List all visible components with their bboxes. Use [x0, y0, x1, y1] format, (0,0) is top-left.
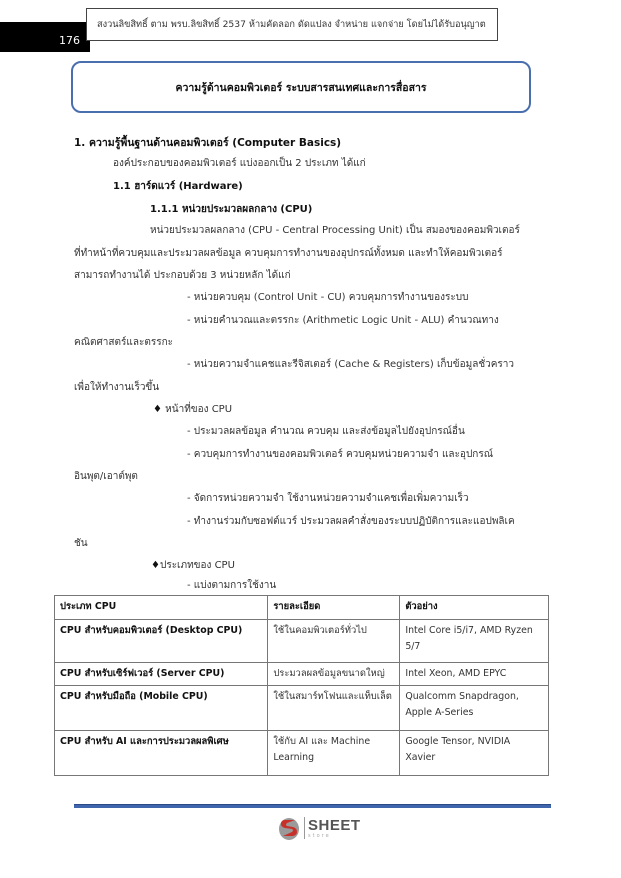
table-cell-detail: ใช้กับ AI และ Machine Learning: [268, 731, 400, 776]
function-item: - ประมวลผลข้อมูล คำนวณ ควบคุม และส่งข้อมูลไปยังอุปกรณ์อื่น: [187, 426, 465, 437]
table-cell-detail: ประมวลผลข้อมูลขนาดใหญ่: [268, 663, 400, 686]
cpu-unit-item: - หน่วยคำนวณและตรรกะ (Arithmetic Logic Unit - ALU) คำนวณทาง: [187, 315, 499, 326]
function-item: - ควบคุมการทำงานของคอมพิวเตอร์ ควบคุมหน่วยความจำ และอุปกรณ์: [187, 449, 493, 460]
copyright-text: สงวนลิขสิทธิ์ ตาม พรบ.ลิขสิทธิ์ 2537 ห้ามคัดลอก ดัดแปลง จำหน่าย แจกจ่าย โดยไม่ได้รับอนุญาต: [97, 19, 486, 30]
table-row: [55, 731, 549, 776]
cpu-unit-item: - หน่วยควบคุม (Control Unit - CU) ควบคุมการทำงานของระบบ: [187, 292, 469, 303]
table-row: [55, 620, 549, 663]
table-cell-detail: ใช้ในคอมพิวเตอร์ทั่วไป: [268, 620, 400, 663]
types-subheading: - แบ่งตามการใช้งาน: [187, 580, 277, 591]
table-cell-type: CPU สำหรับ AI และการประมวลผลพิเศษ: [55, 731, 268, 776]
table-cell-example: Intel Core i5/i7, AMD Ryzen 5/7: [400, 620, 549, 663]
function-item-cont: ชัน: [74, 538, 88, 549]
table-cell-type: CPU สำหรับมือถือ (Mobile CPU): [55, 686, 268, 731]
logo-wordmark: [308, 818, 361, 839]
function-item: - ทำงานร่วมกับซอฟต์แวร์ ประมวลผลคำสั่งของระบบปฏิบัติการและแอปพลิเค: [187, 516, 515, 527]
logo-divider: [304, 817, 305, 839]
table-cell-example: Qualcomm Snapdragon, Apple A-Series: [400, 686, 549, 731]
table-header-row: [55, 596, 549, 620]
page-number: 176: [59, 34, 80, 47]
cpu-unit-item-cont: คณิตศาสตร์และตรรกะ: [74, 337, 173, 348]
paragraph-line: หน่วยประมวลผลกลาง (CPU - Central Processing Unit) เป็น สมองของคอมพิวเตอร์: [150, 225, 520, 236]
chapter-title-box: [71, 61, 531, 113]
sheet-store-logo: [278, 815, 361, 841]
paragraph-line: สามารถทำงานได้ ประกอบด้วย 3 หน่วยหลัก ได้แก่: [74, 270, 291, 281]
table-header-cell: ประเภท CPU: [55, 596, 268, 620]
logo-subtext: store: [308, 832, 331, 839]
table-cell-type: CPU สำหรับเซิร์ฟเวอร์ (Server CPU): [55, 663, 268, 686]
cpu-unit-item: - หน่วยความจำแคชและรีจิสเตอร์ (Cache & Registers) เก็บข้อมูลชั่วคราว: [187, 359, 515, 370]
cpu-types-table: [54, 595, 549, 776]
cpu-unit-item-cont: เพื่อให้ทำงานเร็วขึ้น: [74, 382, 160, 393]
diamond-bullet-icon: ♦: [153, 404, 162, 415]
section-heading-1-1-1: 1.1.1 หน่วยประมวลผลกลาง (CPU): [150, 204, 313, 215]
table-cell-type: CPU สำหรับคอมพิวเตอร์ (Desktop CPU): [55, 620, 268, 663]
sheet-store-logo-icon: [278, 815, 300, 841]
table-header-cell: รายละเอียด: [268, 596, 400, 620]
table-row: [55, 686, 549, 731]
table-cell-detail: ใช้ในสมาร์ทโฟนและแท็บเล็ต: [268, 686, 400, 731]
table-row: [55, 663, 549, 686]
types-heading-text: ประเภทของ CPU: [159, 560, 235, 571]
function-item: - จัดการหน่วยความจำ ใช้งานหน่วยความจำแคชเพื่อเพิ่มความเร็ว: [187, 493, 469, 504]
diamond-bullet-icon: ♦: [151, 560, 160, 571]
page-number-badge: [0, 22, 90, 52]
intro-text: องค์ประกอบของคอมพิวเตอร์ แบ่งออกเป็น 2 ประเภท ได้แก่: [113, 158, 366, 169]
table-cell-example: Intel Xeon, AMD EPYC: [400, 663, 549, 686]
section-heading-1: 1. ความรู้พื้นฐานด้านคอมพิวเตอร์ (Computer Basics): [74, 137, 342, 149]
table-cell-example: Google Tensor, NVIDIA Xavier: [400, 731, 549, 776]
functions-heading: [153, 402, 232, 417]
types-heading: [151, 558, 235, 573]
function-item-cont: อินพุต/เอาต์พุต: [74, 471, 138, 482]
paragraph-line: ที่ทำหน้าที่ควบคุมและประมวลผลข้อมูล ควบคุมการทำงานของอุปกรณ์ทั้งหมด และทำให้คอมพิวเตอร์: [74, 248, 503, 259]
footer-divider: [74, 804, 551, 808]
logo-text: SHEET: [308, 816, 361, 834]
copyright-notice: [86, 8, 498, 41]
table-header-cell: ตัวอย่าง: [400, 596, 549, 620]
chapter-title: ความรู้ด้านคอมพิวเตอร์ ระบบสารสนเทศและการสื่อสาร: [175, 81, 427, 94]
functions-heading-text: หน้าที่ของ CPU: [165, 404, 233, 415]
section-heading-1-1: 1.1 ฮาร์ดแวร์ (Hardware): [113, 181, 243, 192]
